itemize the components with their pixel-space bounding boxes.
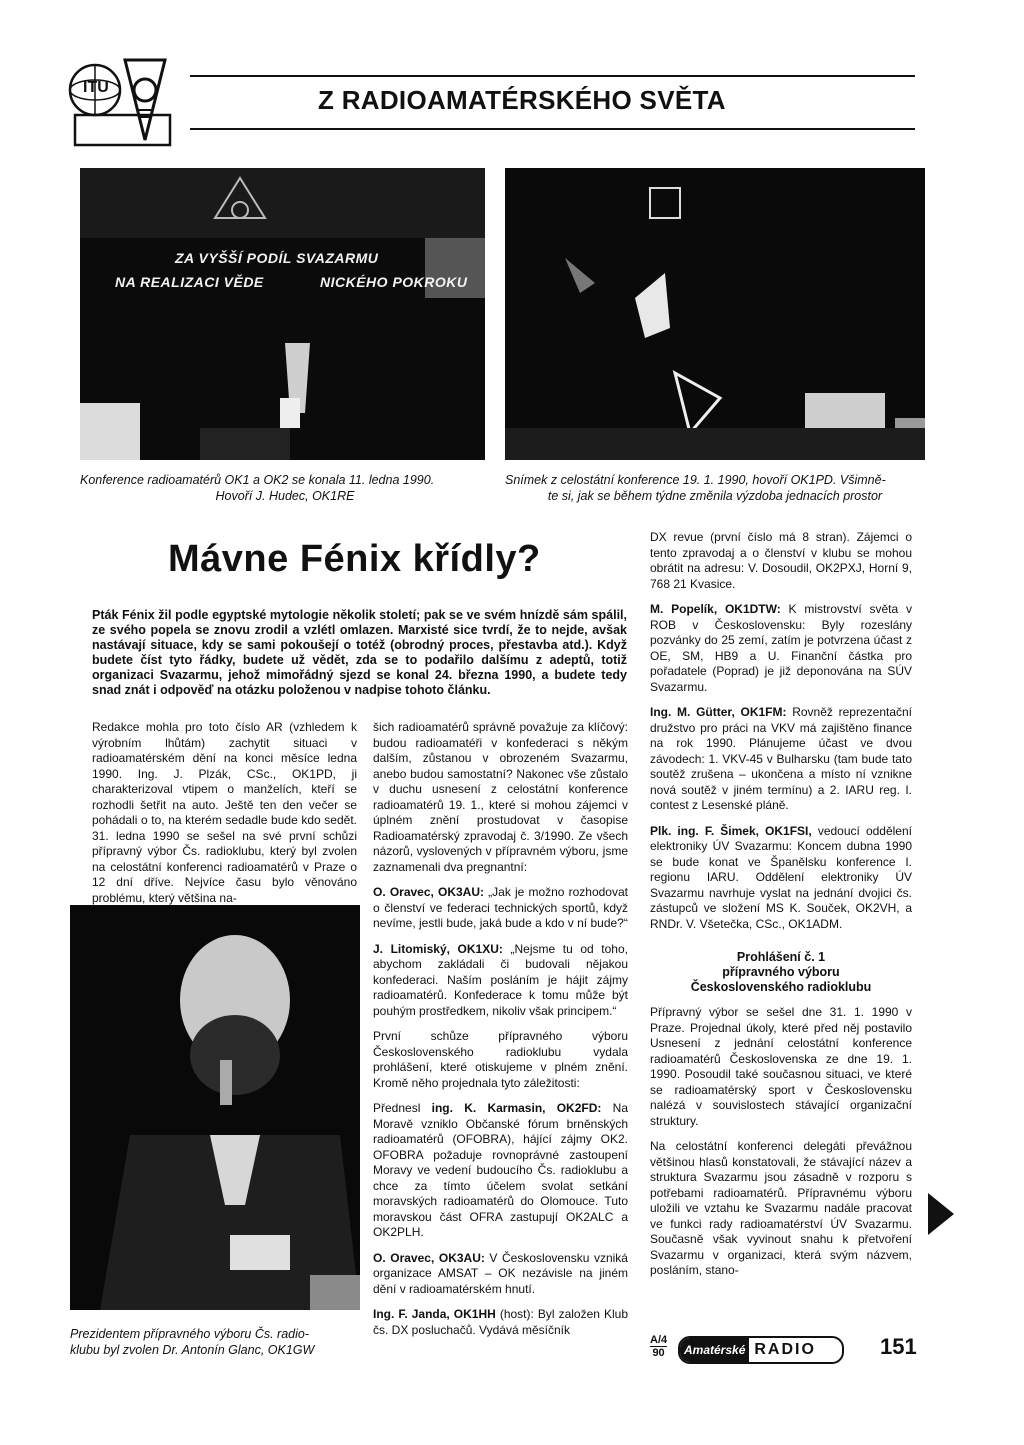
article-lead: Pták Fénix žil podle egyptské mytologie několik století; pak se ve svém hnízdě sám spálil, ze svého popela se znovu zrodil a vzlétl omlazen. Marxisté sice tvrdí, že to nejde, avšak nastávají situace, kdy se sami pokoušejí o totéž (obrodný proces, přestavba atd.). Když budete číst tyto řádky, budete už vědět, zda se to podařilo dalšímu z adeptů, totiž organizaci Svazarmu, jehož mimořádný sjezd se konal 24. března 1990, a budete tedy snad znát i odpověď na otázku položenou v nadpise tohoto článku. [92,608,627,697]
speaker-simek: Plk. ing. F. Šimek, OK1FSI, [650,823,812,838]
column-2-paragraph-1: šich radioamatérů správně považuje za klíčový: budou radioamatéři v konfederaci s někým dalším, zůstanou v obrozeném Svazarmu, anebo budou samostatní? Nakonec vše zůstalo v duchu usnesení z celostátní konference radioamatérů 19. 1., které si mohou zájemci v úplném znění prostudovat v časopise Radioamatérský zpravodaj č. 3/1990. Ze všech názorů, vyslovených v přípravném výboru, jsme zaznamenali dva pregnantní: [373,720,628,874]
column-3 [650,530,912,1289]
issue-tag [650,1334,667,1359]
photo-3-caption-line-1: Prezidentem přípravného výboru Čs. radio- [70,1327,310,1341]
column-3-paragraph-4 [650,824,912,933]
column-3-paragraph-5: Přípravný výbor se sešel dne 31. 1. 1990 v Praze. Projednal úkoly, které před něj postavilo Usnesení z jednání celostátní konference radioamatérů Československa ze dne 19. 1. 1990. Posoudil také současnou situaci, ve které se radioamatérský sport v Československu nalézá v souvislostech stávající organizační struktury. [650,1005,912,1128]
photo-1-caption-line-2: Hovoří J. Hudec, OK1RE [215,489,355,503]
column-1-text: Redakce mohla pro toto číslo AR (vzhledem k výrobním lhůtám) zachytit situaci v radioamatérském dění na konci měsíce ledna 1990. Ing. J. Plzák, CSc., OK1PD, ji charakterizoval vtipem o manželích, kteří se rozhodli šetřit na auto. Ještě ten den večer se pohádali o to, na kterém sedadle bude kdo sedět. 31. ledna 1990 se sešel na své první schůzi přípravný výbor Čs. radioklubu, který byl zvolen na celostátní konferenci radioamatérů v Praze o 12 dní dříve. Nejvíce času bylo věnováno problému, který většina na- [92,720,357,905]
photo-2-caption [505,472,925,504]
column-2-paragraph-2-text: „Jak je možno rozhodovat o členství ve federaci technických sportů, když nevíme, jestli bude, jaká bude a kdo v ní bude?“ [373,885,628,930]
itu-logo [65,55,177,150]
magazine-logo-right: RADIO [754,1341,816,1358]
column-2-paragraph-5-text: Na Moravě vzniklo Občanské fórum brněnských radioamatérů (OFOBRA), hájící zájmy OK2. OFOBRA požaduje rovnoprávné zastoupení Moravy ve vedení budoucího Čs. radioklubu a chce za tímto účelem svolat setkání moravských radioamatérů do Olomouce. Tuto moravskou část OFRA zastupují OK2ALC a OK2PLH. [373,1101,628,1239]
column-3-paragraph-4-text: vedoucí oddělení elektroniky ÚV Svazarmu: Koncem dubna 1990 se bude konat ve Španělsku konference I. regionu IARU. Oddělení elektroniky ÚV Svazarmu navrhuje vyslat na jednání dvojici čs. zástupců ve složení MS K. Souček, OK2VH, a RNDr. V. Všetečka, CSc., OK1ADM. [650,823,912,931]
conference-photo-1-image [80,168,485,460]
speaker-gutter: Ing. M. Gütter, OK1FM: [650,705,787,719]
itu-logo-text: ITU [83,79,109,96]
portrait-photo-image [70,905,360,1310]
photo-2-caption-line-1: Snímek z celostátní konference 19. 1. 1990, hovoří OK1PD. Všimně- [505,473,886,487]
continue-arrow-icon [928,1193,954,1235]
column-2-paragraph-7-text: (host): Byl založen Klub čs. DX posluchačů. Vydává měsíčník [373,1307,628,1337]
issue-tag-bottom: 90 [652,1347,665,1359]
speaker-oravec-2: O. Oravec, OK3AU: [373,1250,485,1265]
column-3-paragraph-6: Na celostátní konferenci delegáti převážnou většinou hlasů konstatovali, že stávající název a struktura Svazarmu jsou zásadně v rozporu s potřebami radioamatérů. Přípravnému výboru uložili ve vztahu ke Svazarmu nadále pracovat ve funkci rady radioamatérství ÚV Svazarmu. Současně však vyvinout snahu k přetvoření Svazarmu v organizaci, která svým názvem, posláním, stano- [650,1139,912,1277]
banner-line-2: NA REALIZACI VĚDE [115,274,264,290]
speaker-janda: Ing. F. Janda, OK1HH [373,1307,496,1321]
column-2-paragraph-6 [373,1251,628,1298]
column-2-paragraph-3 [373,942,628,1020]
magazine-logo [678,1336,844,1364]
page-number: 151 [880,1334,917,1359]
magazine-logo-left: Amatérské [680,1338,749,1362]
header-rule-bottom [190,128,915,130]
photo-3-caption [70,1326,370,1358]
photo-1-caption-line-1: Konference radioamatérů OK1 a OK2 se konala 11. ledna 1990. [80,473,435,487]
itu-emblem-icon [65,55,177,150]
conference-photo-1 [80,168,485,460]
conference-photo-2-image [505,168,925,460]
column-3-paragraph-2-text: K mistrovství světa v ROB v Československu: Byly rozeslány pozvánky do 25 zemí, zatím je potvrzena účast z OE, SM, HB9 a U. Finanční částka pro pořadatele (Poprad) je již deponována na SÚV Svazarmu. [650,602,913,694]
column-2-paragraph-5-pre: Přednesl [373,1101,432,1115]
column-1 [92,720,357,916]
speaker-oravec: O. Oravec, OK3AU: [373,885,484,899]
banner-line-2b: NICKÉHO POKROKU [320,274,468,290]
column-2-paragraph-7 [373,1307,628,1338]
speaker-popelik: M. Popelík, OK1DTW: [650,602,781,616]
header-rule-top [190,75,915,77]
article-headline: Mávne Fénix křídly? [168,538,541,580]
declaration-title-line-2: přípravného výboru [722,965,840,979]
conference-photo-2 [505,168,925,460]
speaker-litomisky: J. Litomiský, OK1XU: [373,941,503,956]
declaration-title-line-1: Prohlášení č. 1 [736,950,826,964]
column-3-paragraph-1: DX revue (první číslo má 8 stran). Zájemci o tento zpravodaj a o členství v klubu se mohou obrátit na adresu: V. Dosoudil, OK2PXJ, Horní 9, 768 21 Kvasice. [650,530,912,591]
photo-2-caption-line-2: te si, jak se během týdne změnila výzdoba jednacích prostor [547,489,883,503]
section-title: Z RADIOAMATÉRSKÉHO SVĚTA [318,85,726,115]
declaration-title [650,950,912,995]
column-2-paragraph-6-text: V Československu vzniká organizace AMSAT – OK nezávisle na jiném dění v radioamatérském hnutí. [373,1250,628,1296]
photo-3-caption-line-2: klubu byl zvolen Dr. Antonín Glanc, OK1GW [70,1343,315,1357]
speaker-karmasin: ing. K. Karmasin, OK2FD: [431,1101,602,1115]
column-2-paragraph-5 [373,1101,628,1241]
column-3-paragraph-3-text: Rovněž reprezentační družstvo pro práci na VKV má zajištěno finance na rok 1990. Plánujeme účast ve dvou závodech: 1. VKV-45 v Bulharsku (tam bude tato soutěž zrušena – ukončena a místo ní vznikne nová soutěž v jiném termínu) a 2. IARU reg. I. contest z Lesenské pláně. [650,705,913,812]
banner-line-1: ZA VYŠŠÍ PODÍL SVAZARMU [175,250,379,266]
column-2-paragraph-2 [373,885,628,932]
column-2-paragraph-4: První schůze přípravného výboru Československého radioklubu vydala prohlášení, které otiskujeme v plném znění. Kromě něho projednala tyto záležitosti: [373,1029,628,1090]
column-3-paragraph-2 [650,602,912,695]
declaration-title-line-3: Československého radioklubu [690,980,872,994]
column-2 [373,720,628,1348]
column-2-paragraph-3-text: „Nejsme tu od toho, abychom zakládali či budovali nějakou konfederaci. Naším posláním je hájit zájmy radioamatérů. Konfederace k tomu může být pouhým prostředkem, nikoliv však principem.“ [373,941,628,1018]
portrait-photo [70,905,360,1310]
photo-1-caption [80,472,490,504]
column-3-paragraph-3 [650,705,912,814]
issue-tag-top: A/4 [650,1334,668,1346]
